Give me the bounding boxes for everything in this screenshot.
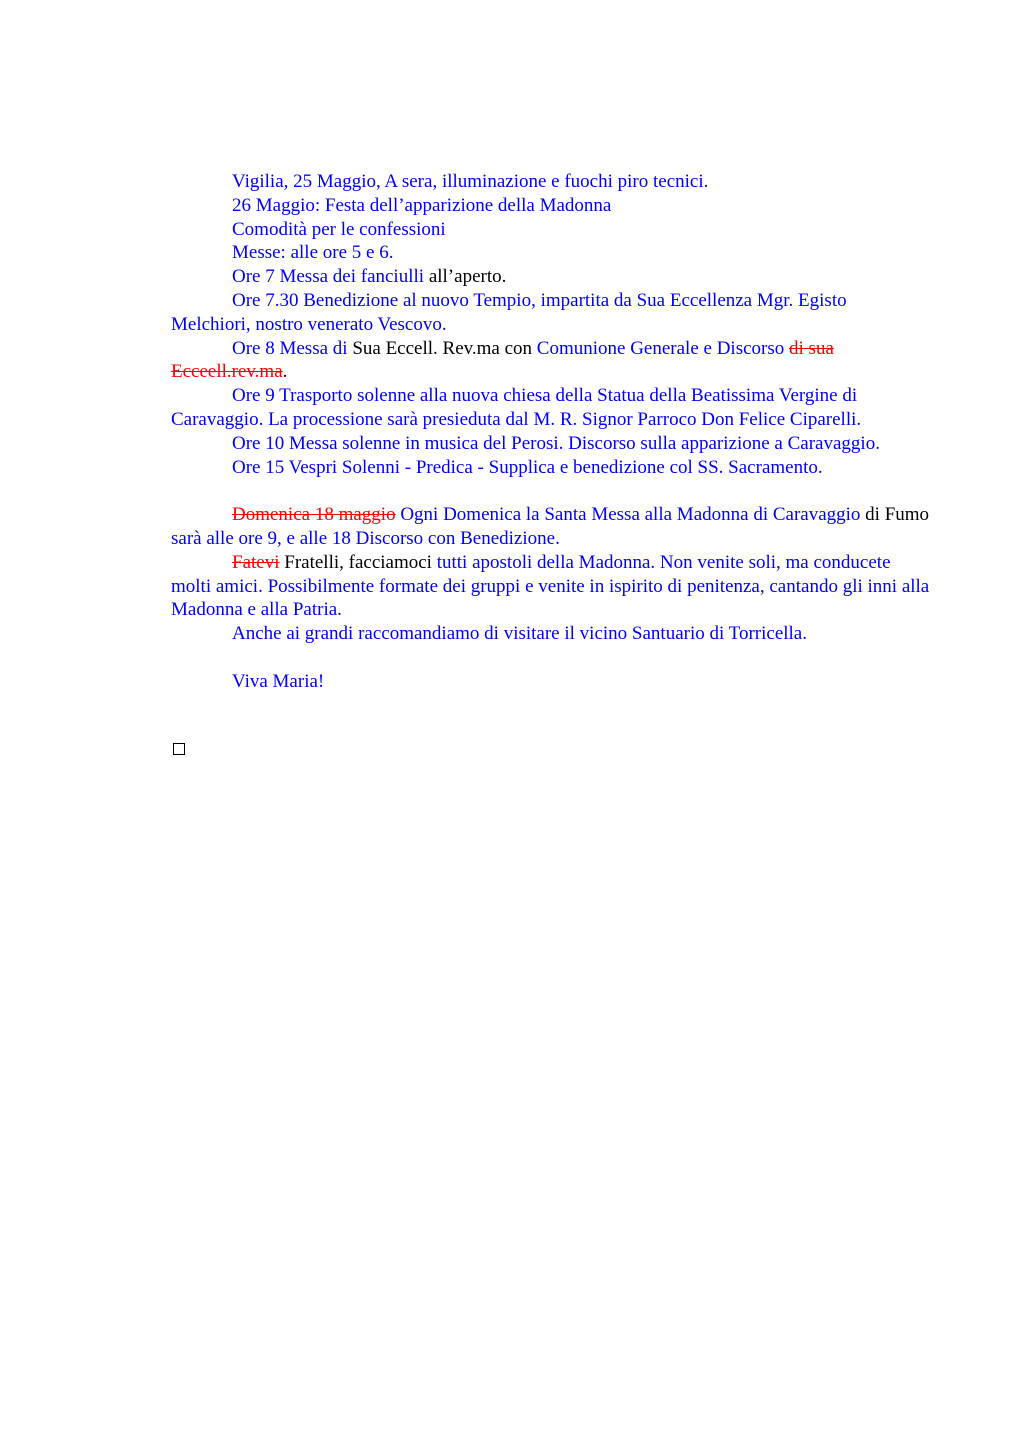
paragraph-viva-maria [171, 670, 931, 694]
paragraph-ore-7-30 [171, 289, 931, 337]
text-anche: Anche ai grandi raccomandiamo di visitare il vicino Santuario di Torricella. [232, 623, 807, 645]
text-confessioni: Comodità per le confessioni [232, 218, 446, 240]
paragraph-domenica [171, 503, 931, 551]
text-ore-15: Ore 15 Vespri Solenni - Predica - Supplica e benedizione col SS. Sacramento. [232, 456, 823, 478]
text-domenica-inserted-a: Ogni Domenica la Santa Messa alla Madonna di Caravaggio [395, 504, 866, 526]
paragraph-ore-9 [171, 384, 931, 432]
text-ore-7-plain: all’aperto. [424, 266, 507, 288]
paragraph-ore-7 [171, 265, 931, 289]
text-ore-10: Ore 10 Messa solenne in musica del Perosi. Discorso sulla apparizione a Caravaggio. [232, 432, 880, 454]
text-vigilia: Vigilia, 25 Maggio, A sera, illuminazione e fuochi piro tecnici. [232, 171, 709, 192]
text-ore-7-30: Ore 7.30 Benedizione al nuovo Tempio, impartita da Sua Eccellenza Mgr. Egisto Melchiori, nostro venerato Vescovo. [171, 289, 847, 335]
paragraph-fratelli [171, 551, 931, 622]
text-fratelli-plain: Fratelli, facciamoci [279, 551, 437, 573]
text-messe: Messe: alle ore 5 e 6. [232, 242, 394, 264]
paragraph-anche [171, 622, 931, 646]
text-ore-8-deleted: di sua Ecceell.rev.ma [171, 337, 834, 383]
text-ore-8-plain: Sua Eccell. Rev.ma con [352, 337, 537, 359]
text-ore-8-inserted-a: Ore 8 Messa di [232, 337, 353, 359]
text-fratelli-deleted: Fatevi [232, 551, 280, 573]
text-domenica-plain: di Fumo [865, 504, 930, 526]
text-ore-7-inserted: Ore 7 Messa dei fanciulli [232, 266, 425, 288]
text-viva-maria: Viva Maria! [232, 670, 325, 692]
paragraph-festa [171, 194, 931, 218]
text-domenica-inserted-b: sarà alle ore 9, e alle 18 Discorso con Benedizione. [171, 527, 560, 549]
paragraph-confessioni [171, 218, 931, 242]
text-domenica-deleted: Domenica 18 maggio [232, 504, 396, 526]
paragraph-ore-8 [171, 337, 931, 385]
text-fratelli-inserted: tutti apostoli della Madonna. Non venite soli, ma conducete molti amici. Possibilmente formate dei gruppi e venite in ispirito di penitenza, cantando gli inni alla Madonna e alla Patria. [171, 551, 930, 621]
blank-line [171, 646, 931, 670]
blank-line [171, 479, 931, 503]
checkbox-square-icon [173, 743, 185, 755]
text-ore-9: Ore 9 Trasporto solenne alla nuova chiesa della Statua della Beatissima Vergine di Caravaggio. La processione sarà presieduta dal M. R. Signor Parroco Don Felice Ciparelli. [171, 385, 862, 430]
paragraph-messe [171, 241, 931, 265]
text-ore-8-period: . [282, 361, 288, 383]
document-body [171, 170, 931, 694]
text-festa: 26 Maggio: Festa dell’apparizione della Madonna [232, 194, 612, 216]
paragraph-ore-10 [171, 432, 931, 456]
paragraph-ore-15 [171, 456, 931, 480]
text-ore-8-inserted-b: Comunione Generale e Discorso [536, 337, 790, 359]
paragraph-vigilia [171, 170, 931, 194]
